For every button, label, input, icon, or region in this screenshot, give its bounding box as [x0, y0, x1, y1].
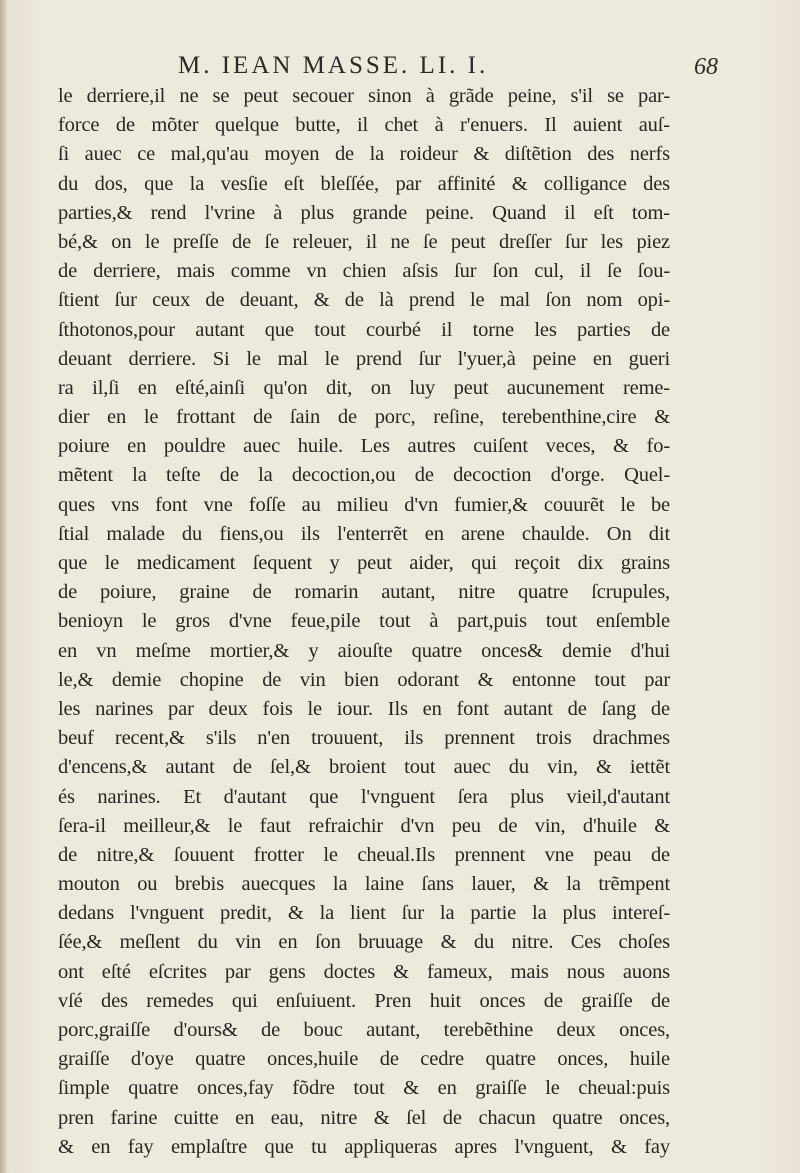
text-line: parties,& rend l'vrine à plus grande peine. Quand il eſt tom-	[58, 201, 670, 224]
text-line: du dos, que la vesſie eſt bleſſée, par affinité & colligance des	[58, 172, 670, 195]
text-line: de nitre,& ſouuent frotter le cheual.Ils prennent vne peau de	[58, 843, 670, 866]
text-line: beuf recent,& s'ils n'en trouuent, ils prennent trois drachmes	[58, 727, 670, 750]
text-line: ont eſté eſcrites par gens doctes & fameux, mais nous auons	[58, 960, 670, 983]
text-line: ſtial malade du fiens,ou ils l'enterrẽt en arene chaulde. On dit	[58, 522, 670, 545]
text-line: benioyn le gros d'vne feue,pile tout à part,puis tout enſemble	[58, 610, 670, 633]
text-line: pren farine cuitte en eau, nitre & ſel de chacun quatre onces,	[58, 1106, 670, 1129]
text-line: ſée,& meſlent du vin en ſon bruuage & du nitre. Ces choſes	[58, 931, 670, 954]
text-line: és narines. Et d'autant que l'vnguent ſera plus vieil,d'autant	[58, 785, 670, 808]
text-line: le derriere,il ne se peut secouer sinon à grãde peine, s'il se par-	[58, 85, 670, 107]
text-line: d'encens,& autant de ſel,& broient tout auec du vin, & iettẽt	[58, 756, 670, 779]
text-line: ſi auec ce mal,qu'au moyen de la roideur & diſtẽtion des nerfs	[58, 143, 670, 166]
text-line: en vn meſme mortier,& y aiouſte quatre onces& demie d'hui	[58, 639, 670, 662]
running-title: M. IEAN MASSE. LI. I.	[178, 52, 489, 79]
text-line: de poiure, graine de romarin autant, nitre quatre ſcrupules,	[58, 581, 670, 604]
text-line: deuant derriere. Si le mal le prend ſur l'yuer,à peine en gueri	[58, 347, 670, 370]
running-head	[0, 52, 800, 86]
text-line: dier en le frottant de ſain de porc, reſine, terebenthine,cire &	[58, 406, 670, 429]
text-line: ques vns font vne foſſe au milieu d'vn fumier,& couurẽt le be	[58, 493, 670, 516]
binding-edge	[0, 0, 6, 1173]
text-line: ſera-il meilleur,& le faut refraichir d'vn peu de vin, d'huile &	[58, 814, 670, 837]
text-line: & en fay emplaſtre que tu appliqueras apres l'vnguent, & fay	[58, 1135, 670, 1158]
body-text	[58, 82, 670, 1162]
text-line: bé,& on le preſſe de ſe releuer, il ne ſe peut dreſſer ſur les piez	[58, 230, 670, 253]
text-line: ra il,ſi en eſté,ainſi qu'on dit, on luy peut aucunement reme-	[58, 376, 670, 399]
text-line: ſtient ſur ceux de deuant, & de là prend le mal ſon nom opi-	[58, 289, 670, 312]
text-line: force de mõter quelque butte, il chet à r'enuers. Il auient auſ-	[58, 114, 670, 137]
text-line: vſé des remedes qui enſuiuent. Pren huit onces de graiſſe de	[58, 989, 670, 1012]
text-line: de derriere, mais comme vn chien aſsis ſur ſon cul, il ſe ſou-	[58, 260, 670, 283]
text-line: ſthotonos,pour autant que tout courbé il torne les parties de	[58, 318, 670, 341]
text-line: poiure en pouldre auec huile. Les autres cuiſent veces, & fo-	[58, 435, 670, 458]
text-line: mẽtent la teſte de la decoction,ou de decoction d'orge. Quel-	[58, 464, 670, 487]
text-line: que le medicament ſequent y peut aider, qui reçoit dix grains	[58, 552, 670, 574]
text-line: dedans l'vnguent predit, & la lient ſur la partie la plus intereſ-	[58, 902, 670, 925]
text-line: les narines par deux fois le iour. Ils en font autant de ſang de	[58, 697, 670, 720]
text-line: porc,graiſſe d'ours& de bouc autant, terebẽthine deux onces,	[58, 1019, 670, 1041]
text-line: mouton ou brebis auecques la laine ſans lauer, & la trẽmpent	[58, 873, 670, 896]
text-line: graiſſe d'oye quatre onces,huile de cedre quatre onces, huile	[58, 1048, 670, 1071]
text-line: ſimple quatre onces,fay fõdre tout & en graiſſe le cheual:puis	[58, 1077, 670, 1100]
text-line: le,& demie chopine de vin bien odorant & entonne tout par	[58, 668, 670, 691]
page-number: 68	[694, 54, 718, 80]
